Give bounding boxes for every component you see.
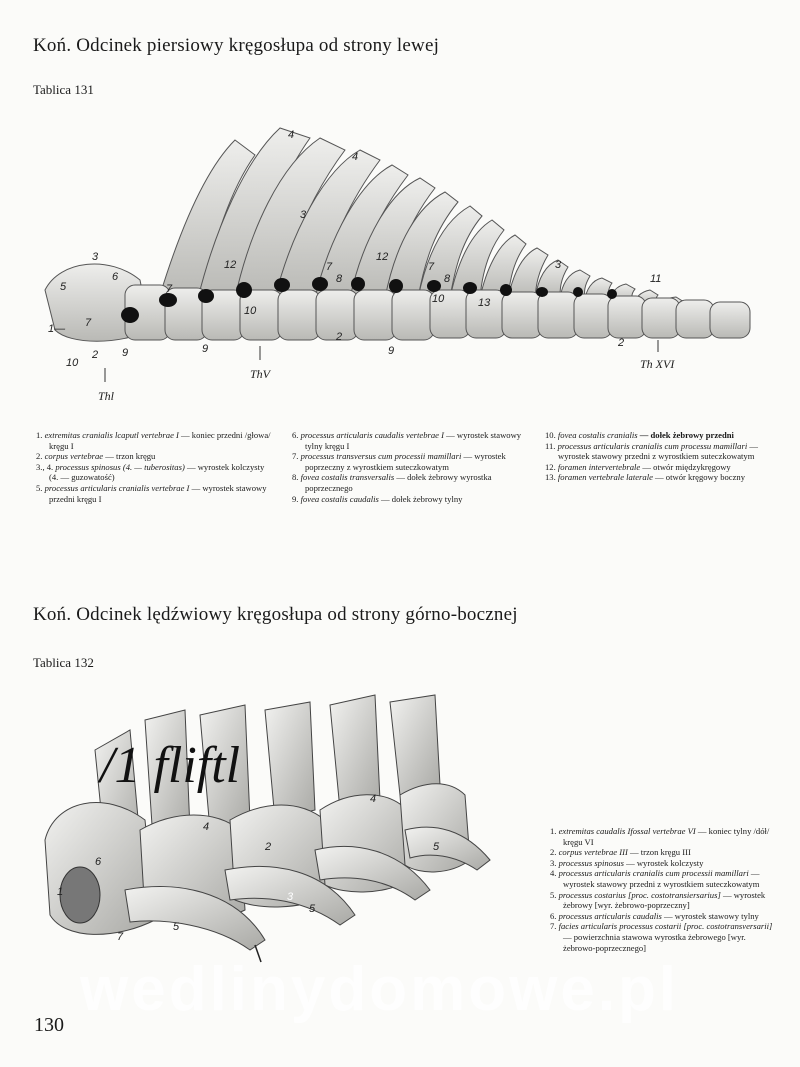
svg-text:7: 7 [85, 317, 92, 329]
lumbar-spine-illustration [35, 690, 535, 990]
legend-latin: fovea costalis transversalis [300, 472, 395, 483]
legend-latin: processus articularis cranialis cum processu mamillari [557, 440, 748, 451]
svg-text:7: 7 [428, 261, 435, 273]
legend-latin: processus transversus cum processii mamillari [300, 451, 462, 462]
legend-number: 1. [36, 430, 43, 440]
plate-131-legend-col-2 [292, 430, 524, 504]
legend-number: 9. [292, 493, 299, 504]
svg-text:2: 2 [336, 331, 343, 343]
svg-text:13: 13 [478, 297, 491, 309]
legend-polish: — wyrostek stawowy tylny kręgu I [305, 430, 522, 451]
watermark-text: wedlinydomowe.pl [80, 955, 680, 1024]
legend-number: 3. [550, 857, 557, 868]
svg-text:1—: 1— [48, 323, 66, 335]
legend-latin: processus spinosus (4. — tuberositas) [55, 461, 185, 472]
legend-item-1 [550, 826, 778, 847]
plate-132-title: Koń. Odcinek lędźwiowy kręgosłupa od strony górno-bocznej [33, 604, 518, 625]
legend-polish: — dołek żebrowy tylny [378, 493, 463, 504]
svg-text:2: 2 [618, 337, 625, 349]
legend-item-6 [292, 430, 524, 451]
plate-131-label: Tablica 131 [33, 82, 94, 97]
legend-latin: extremitas caudalis Ifossal vertebrae VI [558, 826, 696, 836]
legend-polish: — wyrostek stawowy tylny [661, 910, 759, 921]
svg-text:5: 5 [433, 841, 440, 853]
svg-text:2: 2 [92, 349, 99, 361]
legend-item-13 [545, 472, 773, 483]
legend-item-1 [36, 430, 272, 451]
svg-text:4: 4 [370, 793, 377, 805]
legend-polish: — koniec tylny /dół/ kręgu VI [563, 826, 770, 847]
legend-latin: processus articularis cranialis vertebrae I [44, 482, 190, 493]
svg-text:5: 5 [173, 921, 180, 933]
svg-text:9: 9 [122, 347, 129, 359]
svg-text:5: 5 [309, 903, 316, 915]
svg-text:6: 6 [95, 856, 102, 868]
legend-latin: foramen vertebrale laterale [557, 472, 653, 483]
legend-polish: — wyrostek stawowy przedni z wyrostkiem suteczkowatym [558, 440, 758, 462]
legend-item-4 [550, 868, 778, 889]
svg-text:3: 3 [555, 259, 562, 271]
plate-131-title: Koń. Odcinek piersiowy kręgosłupa od strony lewej [33, 35, 440, 56]
legend-latin: extremitas cranialis lcaputl vertebrae I [44, 430, 179, 440]
thoracic-spine-illustration [30, 120, 770, 410]
svg-text:12: 12 [224, 259, 237, 271]
legend-latin: corpus vertebrae [44, 451, 104, 462]
legend-latin: processus articularis cranialis cum processii mamillari [558, 868, 749, 879]
svg-text:6: 6 [112, 271, 119, 283]
svg-text:2: 2 [265, 841, 272, 853]
page-number: 130 [34, 1014, 64, 1036]
svg-text:12: 12 [376, 251, 389, 263]
svg-text:1: 1 [57, 886, 64, 898]
legend-item-7 [292, 451, 524, 472]
legend-number: 4. [550, 868, 557, 879]
legend-item-11 [545, 441, 773, 462]
legend-item-8 [292, 472, 524, 493]
watermark [60, 950, 760, 1030]
legend-polish: — trzon kręgu [103, 451, 156, 462]
legend-latin: processus spinosus [558, 857, 624, 868]
legend-polish: — wyrostek poprzeczny z wyrostkiem suteczkowatym [305, 451, 506, 472]
svg-text:7: 7 [117, 931, 124, 943]
legend-number: 6. [550, 910, 557, 921]
legend-polish: — powierzchnia stawowa wyrostka żebrowego [wyr. żebrowo-poprzecznego] [563, 931, 746, 953]
svg-text:Th XVI: Th XVI [640, 357, 675, 371]
legend-latin: processus articularis caudalis [558, 910, 662, 921]
svg-text:4: 4 [203, 821, 210, 833]
svg-text:4: 4 [352, 151, 359, 163]
svg-text:3: 3 [287, 891, 294, 903]
legend-polish: — wyrostek kolczysty [623, 857, 704, 868]
legend-latin: processus articularis caudalis vertebrae I [300, 430, 444, 440]
legend-latin: fovea costalis caudalis [300, 493, 379, 504]
legend-item-12 [545, 462, 773, 473]
legend-item-2 [550, 847, 778, 858]
legend-polish: — trzon kręgu III [627, 847, 691, 858]
legend-number: 8. [292, 472, 299, 483]
legend-item-10 [545, 430, 773, 441]
svg-text:8: 8 [444, 273, 451, 285]
legend-number: 3., 4. [36, 461, 54, 472]
legend-polish: — otwór kręgowy boczny [652, 472, 746, 483]
legend-item-2 [36, 451, 272, 462]
legend-item-5 [36, 483, 272, 504]
legend-number: 2. [36, 451, 43, 462]
svg-text:10: 10 [432, 293, 445, 305]
plate-131-legend-col-1 [36, 430, 272, 504]
legend-polish: — wyrostek kolczysty (4. — guzowatość) [49, 461, 265, 483]
svg-text:ThV: ThV [250, 367, 271, 381]
legend-polish: — dołek żebrowy przedni [637, 430, 734, 440]
legend-item-6 [550, 911, 778, 922]
legend-item-3-4 [36, 462, 272, 483]
svg-text:4: 4 [288, 129, 295, 141]
svg-text:10: 10 [66, 357, 79, 369]
legend-item-5 [550, 890, 778, 911]
legend-number: 12. [545, 461, 556, 472]
legend-latin: fovea costalis cranialis [557, 430, 638, 440]
plate-132-legend [550, 826, 778, 953]
legend-polish: — koniec przedni /głowa/ kręgu I [49, 430, 271, 451]
legend-number: 1. [550, 826, 557, 836]
legend-number: 7. [550, 921, 557, 932]
legend-item-3 [550, 858, 778, 869]
plate-131-legend-col-3 [545, 430, 773, 483]
legend-item-9 [292, 494, 524, 505]
legend-latin: foramen intervertebrale [557, 461, 641, 472]
legend-polish: — wyrostek stawowy przedni z wyrostkiem suteczkowatym [563, 868, 760, 889]
legend-number: 5. [550, 889, 557, 900]
svg-text:7: 7 [326, 261, 333, 273]
svg-text:3: 3 [300, 209, 307, 221]
svg-text:7: 7 [166, 283, 173, 295]
legend-number: 10. [545, 430, 556, 440]
plate-132-label: Tablica 132 [33, 655, 94, 670]
svg-text:Thl: Thl [98, 389, 115, 403]
handwritten-overlay: /1 fliftl [100, 737, 241, 794]
legend-polish: — otwór międzykręgowy [640, 461, 731, 472]
legend-number: 5. [36, 482, 43, 493]
legend-item-7 [550, 921, 778, 953]
legend-polish: — wyrostek żebrowy [wyr. żebrowo-poprzeczny] [563, 889, 766, 911]
svg-text:10: 10 [244, 305, 257, 317]
svg-text:8: 8 [336, 273, 343, 285]
legend-latin: corpus vertebrae III [558, 847, 628, 858]
legend-number: 6. [292, 430, 299, 440]
legend-latin: facies articularis processus costarii [proc. costotransversarii] [558, 921, 773, 932]
legend-number: 7. [292, 451, 299, 462]
svg-text:5: 5 [60, 281, 67, 293]
svg-text:11: 11 [650, 273, 662, 285]
svg-text:3: 3 [92, 251, 99, 263]
svg-text:9: 9 [388, 345, 395, 357]
legend-number: 2. [550, 847, 557, 858]
legend-polish: — wyrostek stawowy przedni kręgu I [49, 482, 267, 504]
legend-number: 11. [545, 440, 556, 451]
legend-number: 13. [545, 472, 556, 483]
svg-text:9: 9 [202, 343, 209, 355]
legend-polish: — dołek żebrowy wyrostka poprzecznego [305, 472, 492, 493]
legend-latin: processus costarius [proc. costotransiersarius] [558, 889, 721, 900]
